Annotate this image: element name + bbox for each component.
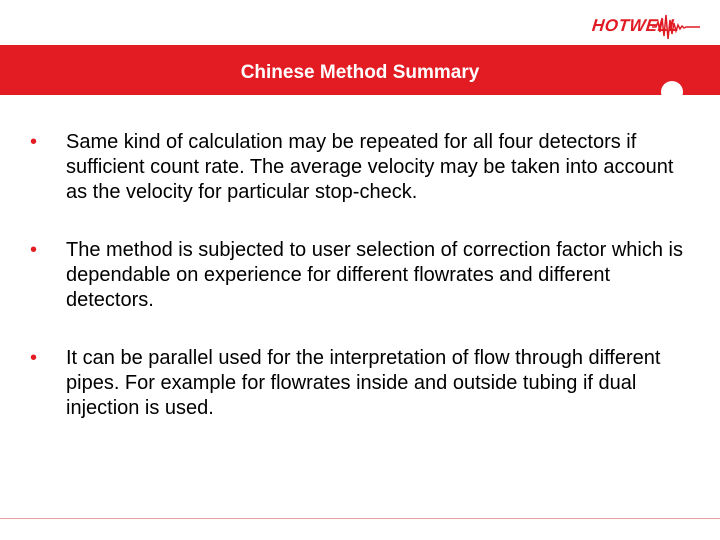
bullet-marker: • bbox=[30, 131, 38, 153]
slide-title: Chinese Method Summary bbox=[240, 62, 480, 83]
bullet-marker: • bbox=[30, 239, 38, 261]
title-bar-knob bbox=[661, 81, 683, 103]
title-bar bbox=[0, 45, 720, 95]
footer-divider bbox=[0, 518, 720, 519]
bullet-text: Same kind of calculation may be repeated for all four detectors if sufficient count rate. The average velocity may be taken into account as the velocity for particular stop-check. bbox=[66, 131, 674, 203]
bullet-text: It can be parallel used for the interpretation of flow through different pipes. For example for flowrates inside and outside tubing if dual injection is used. bbox=[66, 347, 661, 419]
logo-text: HOTWELL bbox=[591, 16, 681, 35]
bullet-marker: • bbox=[30, 347, 38, 369]
signal-wave-icon bbox=[652, 12, 700, 42]
bullet-item bbox=[30, 346, 698, 421]
bullet-item bbox=[30, 238, 698, 313]
bullet-text: The method is subjected to user selection of correction factor which is dependable on experience for different flowrates and different detectors. bbox=[66, 239, 683, 311]
bullet-list bbox=[30, 130, 698, 454]
bullet-item bbox=[30, 130, 698, 205]
hotwell-logo bbox=[588, 10, 708, 46]
